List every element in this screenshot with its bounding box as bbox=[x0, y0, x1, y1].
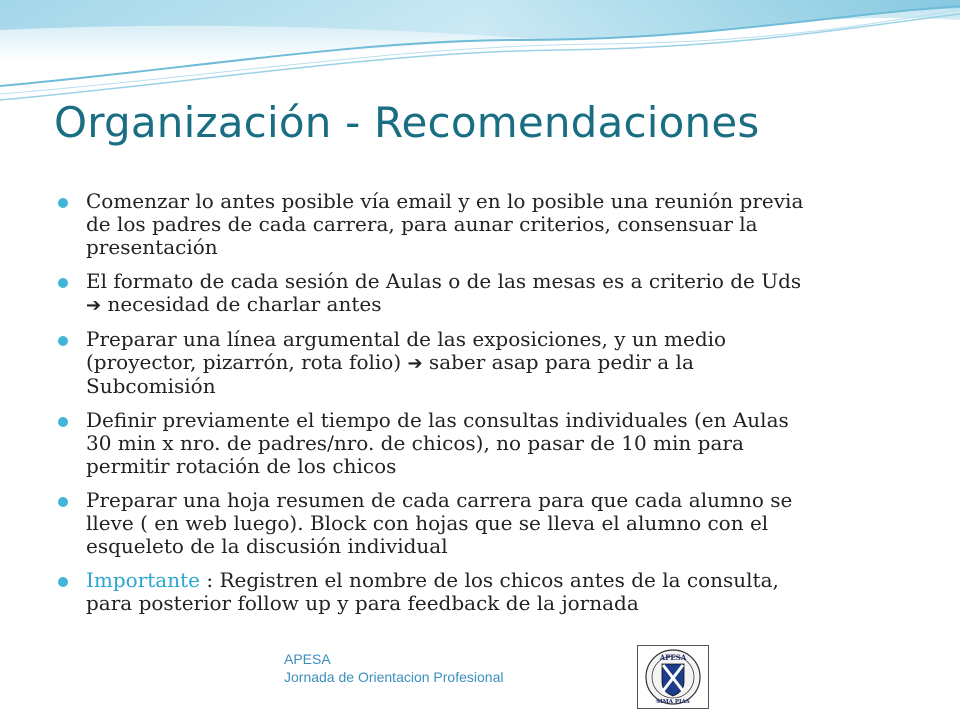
bullet-line: El formato de cada sesión de Aulas o de las mesas es a criterio de Uds bbox=[86, 269, 802, 293]
bullet-item bbox=[58, 569, 908, 615]
bullet-line bbox=[86, 569, 908, 592]
bullet-item bbox=[58, 328, 908, 398]
bullet-line: presentación bbox=[86, 235, 218, 259]
bullet-line bbox=[86, 293, 908, 317]
bullet-line: de los padres de cada carrera, para aunar criterios, consensuar la bbox=[86, 212, 758, 236]
bullet-dot bbox=[58, 497, 68, 507]
bullet-dot bbox=[58, 336, 68, 346]
apesa-seal-icon bbox=[638, 646, 708, 708]
slide-title: Organización - Recomendaciones bbox=[54, 98, 760, 147]
bullet-text: saber asap para pedir a la bbox=[422, 350, 694, 374]
header-wave-decoration bbox=[0, 0, 960, 110]
arrow-right-icon: ➔ bbox=[86, 295, 102, 316]
bullet-line: permitir rotación de los chicos bbox=[86, 454, 397, 478]
bullet-line bbox=[86, 351, 908, 375]
bullet-dot bbox=[58, 198, 68, 208]
bullet-line: esqueleto de la discusión individual bbox=[86, 534, 448, 558]
bullet-line: 30 min x nro. de padres/nro. de chicos), no pasar de 10 min para bbox=[86, 431, 744, 455]
bullet-item bbox=[58, 190, 908, 259]
bullet-dot bbox=[58, 417, 68, 427]
logo-top-text: APESA bbox=[659, 653, 687, 662]
bullet-dot bbox=[58, 278, 68, 288]
footer-event-name: Jornada de Orientacion Profesional bbox=[284, 669, 504, 685]
apesa-logo bbox=[637, 645, 709, 709]
bullet-text: (proyector, pizarrón, rota folio) bbox=[86, 350, 408, 374]
bullet-line: Definir previamente el tiempo de las consultas individuales (en Aulas bbox=[86, 408, 789, 432]
arrow-right-icon: ➔ bbox=[407, 353, 423, 374]
bullet-line: lleve ( en web luego). Block con hojas que se lleva el alumno con el bbox=[86, 511, 769, 535]
bullet-dot bbox=[58, 577, 68, 587]
bullet-line: Preparar una línea argumental de las exposiciones, y un medio bbox=[86, 327, 727, 351]
bullet-line: Subcomisión bbox=[86, 374, 216, 398]
bullet-line: Preparar una hoja resumen de cada carrera para que cada alumno se bbox=[86, 488, 793, 512]
bullet-text: necesidad de charlar antes bbox=[101, 292, 382, 316]
bullet-list bbox=[58, 190, 908, 626]
important-label: Importante bbox=[86, 568, 200, 592]
footer-caption bbox=[284, 650, 503, 686]
footer-org-name: APESA bbox=[284, 651, 331, 667]
bullet-text: : Registren el nombre de los chicos antes de la consulta, bbox=[199, 568, 779, 592]
bullet-item bbox=[58, 409, 908, 478]
bullet-item bbox=[58, 270, 908, 317]
bullet-line: para posterior follow up y para feedback de la jornada bbox=[86, 591, 639, 615]
bullet-line: Comenzar lo antes posible vía email y en lo posible una reunión previa bbox=[86, 189, 804, 213]
bullet-item bbox=[58, 489, 908, 558]
logo-bottom-text: SIMA PIAS bbox=[656, 699, 690, 705]
